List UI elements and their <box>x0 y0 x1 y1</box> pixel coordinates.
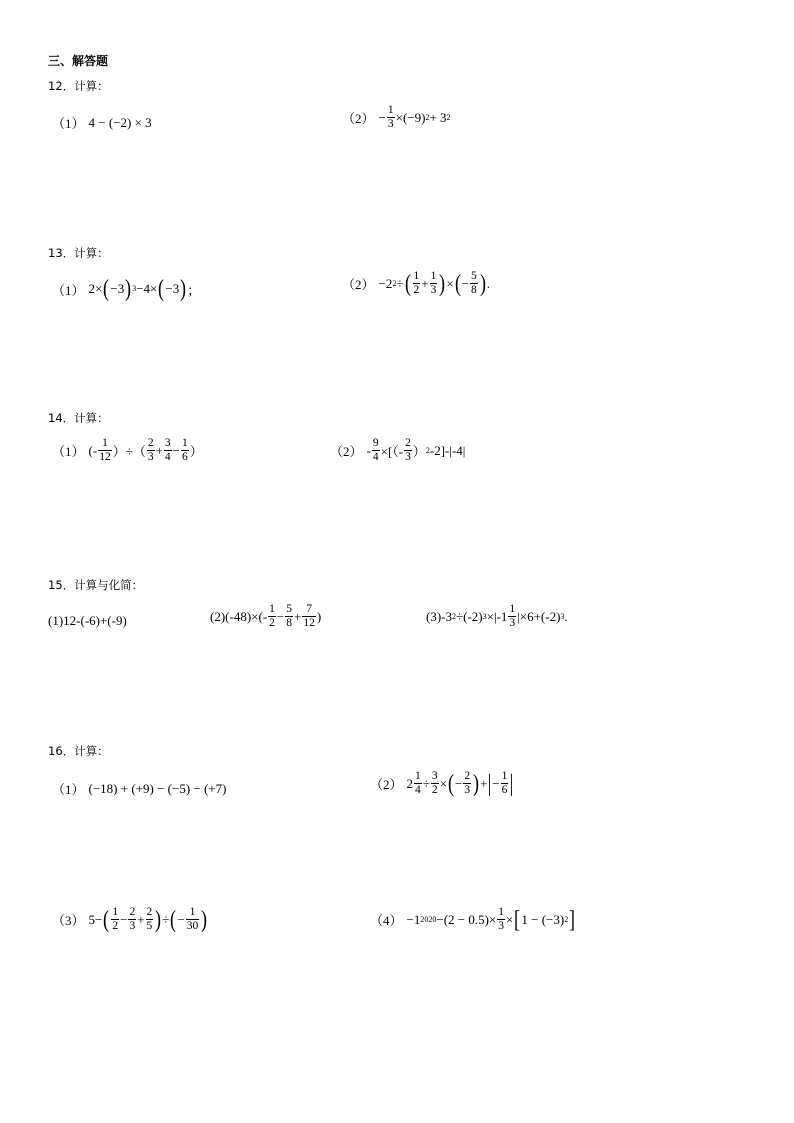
part-number: （1） <box>52 444 85 459</box>
part-number: （1） <box>52 116 85 131</box>
question-14-label: 14．计算： <box>48 411 109 425</box>
question-15-label: 15．计算与化简： <box>48 578 144 592</box>
q16-part1: （1） (−18) + (+9) − (−5) − (+7) <box>52 780 227 797</box>
question-13-label: 13．计算： <box>48 246 109 260</box>
part-number: （1） <box>52 782 85 797</box>
q16-part3: （3） 5− ( 1 2 − $\frac{2}{3}$ + $\frac{2}{5}$ ) ÷ ( − $\frac{1}{30}$ ) <box>52 906 208 933</box>
q12-part2: （2） − $\frac{1}{3}$ ×(−9) 2 + 3 2 <box>342 104 451 130</box>
question-12-label: 12．计算： <box>48 79 109 93</box>
q13-part2: （2） −2 2 ÷ ( 1 2 + $\frac{1}{3}$ ) × ( − $\frac{5}{8}$ ) . <box>342 270 491 297</box>
part-number: （3） <box>52 913 85 928</box>
part-number: （2） <box>342 111 375 126</box>
q14-part1: （1） (- 1 12 ）÷（ 2 3 + $\frac{3}{4}$ − $\frac{1}{6}$ ） <box>52 437 203 463</box>
question-16-label: 16．计算： <box>48 744 109 758</box>
expression: 4 − (−2) × 3 <box>88 114 152 130</box>
section-title: 三、解答题 <box>48 54 109 68</box>
part-number: （2） <box>330 444 363 459</box>
q13-part1: （1） 2× ( −3 ) 3 −4× ( −3 ) ； <box>52 276 201 302</box>
q15-part3: (3)-3 2 ÷(-2) 3 ×|-1 1 3 |×6+(-2) 3 . <box>426 603 568 629</box>
q16-part4: （4） −1 2020 −(2 − 0.5)× $\frac{1}{3}$ × [ 1 − (−3) 2 ] <box>370 906 576 933</box>
part-number: （1） <box>52 282 85 298</box>
part-number: （2） <box>370 777 403 792</box>
q14-part2: （2） - $\frac{9}{4}$ ×[（- 2 3 ） 2 -2]-|-4| <box>330 437 466 463</box>
q15-part1: (1)12-(-6)+(-9) <box>48 613 127 628</box>
fraction: $\frac{1}{3}$ <box>387 104 394 130</box>
q12-part1 <box>52 113 152 132</box>
q16-part2: （2） 2 $\frac{1}{4}$ ÷ $\frac{3}{2}$ × ( − $\frac{2}{3}$ ) + | − $\frac{1}{6}$ | <box>370 770 514 797</box>
part-number: （2） <box>342 277 375 292</box>
q15-part2: (2)(-48)×(- 1 2 − $\frac{5}{8}$ + $\frac{7}{12}$ ) <box>210 603 322 629</box>
part-number: （4） <box>370 913 403 928</box>
